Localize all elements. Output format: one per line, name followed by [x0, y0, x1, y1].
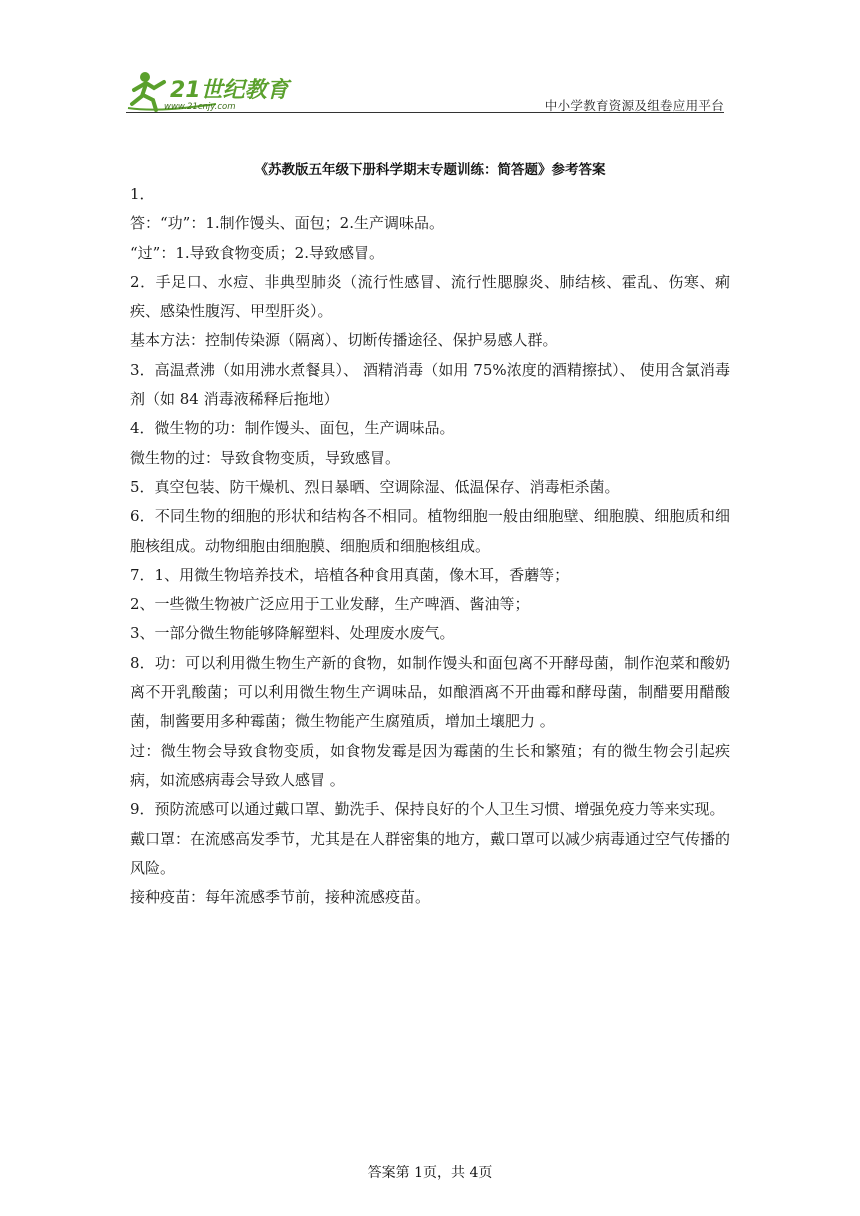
answer-paragraph: 2、一些微生物被广泛应用于工业发酵，生产啤酒、酱油等；	[130, 595, 530, 614]
answer-paragraph: 8．功：可以利用微生物生产新的食物，如制作馒头和面包离不开酵母菌，制作泡菜和酸奶离不开乳酸菌；可以利用微生物生产调味品，如酿酒离不开曲霉和酵母菌，制醋要用醋酸菌，制酱要用多种霉菌；微生物能产生腐殖质，增加土壤肥力 。	[130, 653, 730, 731]
answer-paragraph: 3．高温煮沸（如用沸水煮餐具）、 酒精消毒（如用 75%浓度的酒精擦拭）、 使用含氯消毒剂（如 84 消毒液稀释后拖地）	[130, 360, 730, 409]
answer-paragraph: 9．预防流感可以通过戴口罩、勤洗手、保持良好的个人卫生习惯、增强免疫力等来实现。	[130, 800, 725, 819]
header-tagline: 中小学教育资源及组卷应用平台	[544, 98, 724, 113]
answer-paragraph: 微生物的过：导致食物变质，导致感冒。	[130, 448, 401, 467]
answer-paragraph: 3、一部分微生物能够降解塑料、处理废水废气。	[130, 624, 455, 643]
answer-paragraph: 2．手足口、水痘、非典型肺炎（流行性感冒、流行性腮腺炎、肺结核、霍乱、伤寒、痢疾、感染性腹泻、甲型肝炎）。	[130, 272, 730, 321]
logo-wordmark: 21世纪教育	[170, 78, 289, 103]
page-header	[126, 64, 724, 116]
answer-paragraph: 1．	[130, 185, 155, 203]
document-title: 《苏教版五年级下册科学期末专题训练：简答题》参考答案	[254, 162, 606, 178]
answer-paragraph: 接种疫苗：每年流感季节前，接种流感疫苗。	[130, 888, 431, 907]
logo-url: www.21cnjy.com	[164, 102, 236, 112]
answer-body	[130, 180, 730, 912]
answer-paragraph: 5．真空包装、防干燥机、烈日暴晒、空调除湿、低温保存、消毒柜杀菌。	[130, 477, 620, 496]
answer-paragraph: 7．1、用微生物培养技术，培植各种食用真菌，像木耳，香蘑等；	[130, 565, 570, 584]
answer-paragraph: 6．不同生物的细胞的形状和结构各不相同。植物细胞一般由细胞壁、细胞膜、细胞质和细胞核组成。动物细胞由细胞膜、细胞质和细胞核组成。	[130, 507, 730, 555]
answer-paragraph: 4．微生物的功：制作馒头、面包，生产调味品。	[130, 419, 455, 438]
answer-paragraph: 基本方法：控制传染源（隔离）、切断传播途径、保护易感人群。	[130, 331, 558, 350]
answer-paragraph: “过”：1.导致食物变质；2.导致感冒。	[130, 243, 384, 262]
answer-paragraph: 戴口罩：在流感高发季节，尤其是在人群密集的地方，戴口罩可以减少病毒通过空气传播的风险。	[130, 829, 731, 877]
answer-paragraph: 答：“功”：1.制作馒头、面包；2.生产调味品。	[130, 214, 444, 233]
answer-paragraph: 过：微生物会导致食物变质，如食物发霉是因为霉菌的生长和繁殖；有的微生物会引起疾病，如流感病毒会导致人感冒 。	[130, 741, 730, 789]
header-divider	[126, 112, 724, 113]
logo	[126, 68, 296, 112]
page-number: 答案第 1页，共 4页	[367, 1165, 493, 1181]
